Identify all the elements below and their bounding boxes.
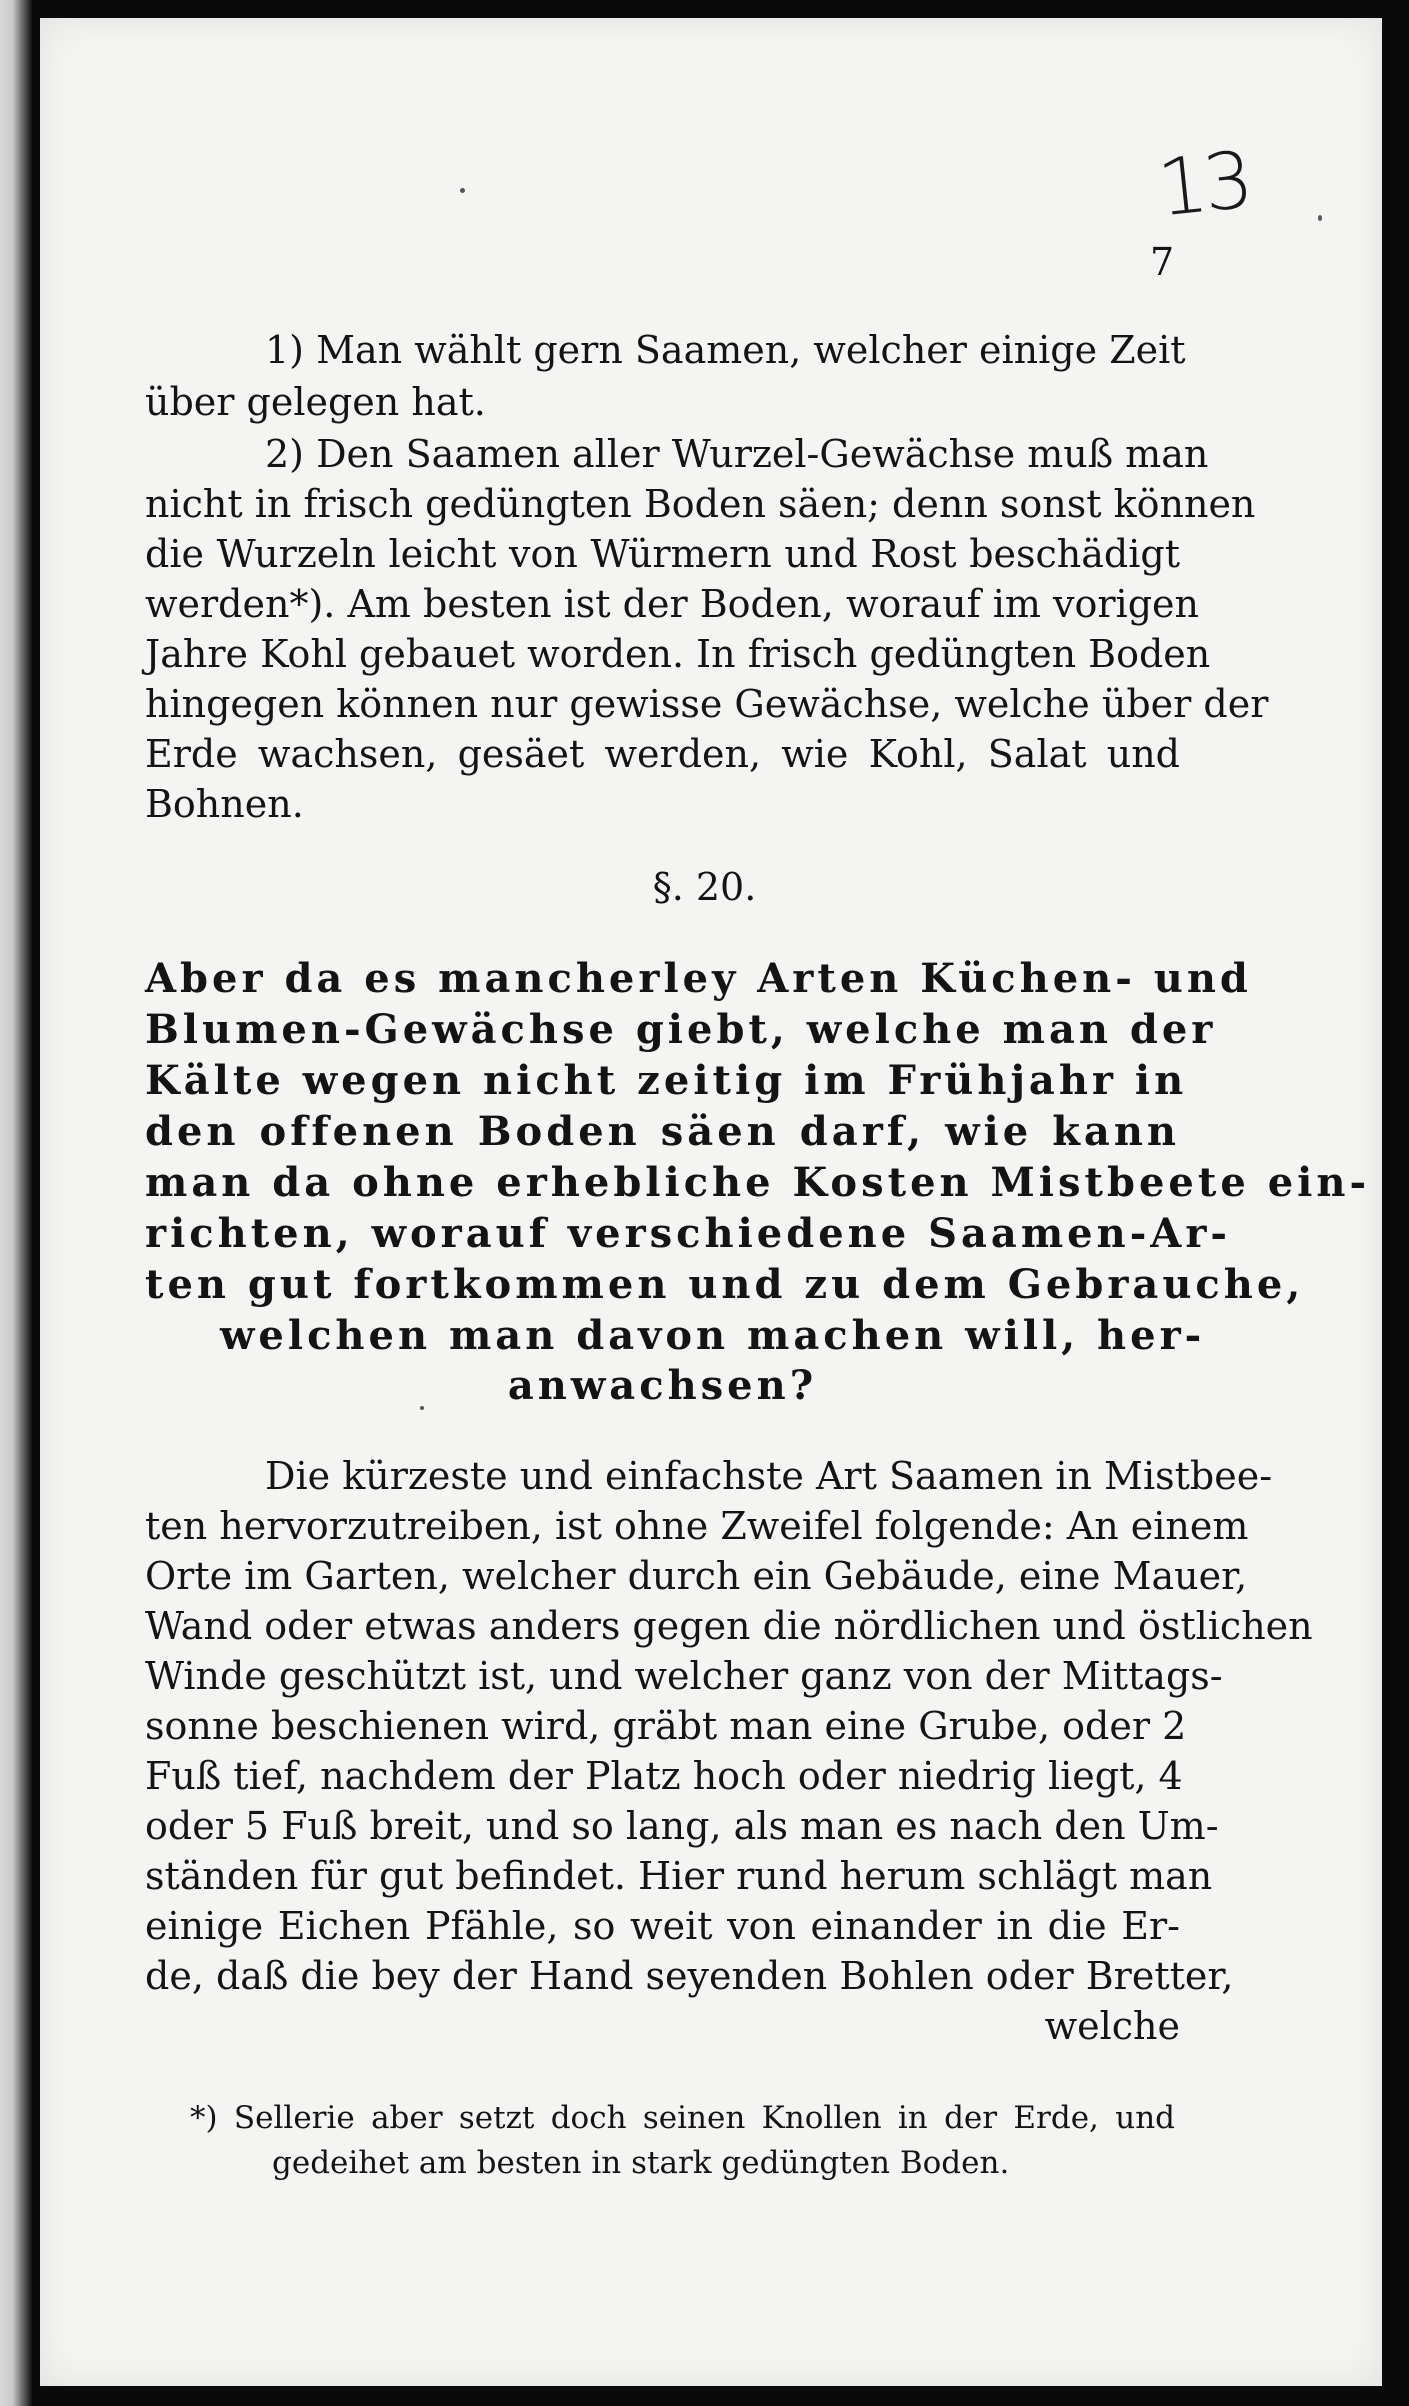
answer-catchword: welche (1044, 2004, 1180, 2048)
paragraph-2-line: 2) Den Saamen aller Wurzel-Gewächse muß man (265, 432, 1209, 476)
answer-line: oder 5 Fuß breit, und so lang, als man es nach den Um- (145, 1804, 1219, 1848)
question-line: Kälte wegen nicht zeitig im Frühjahr in (145, 1057, 1188, 1104)
paper-speck (420, 1406, 424, 1410)
question-line: den offenen Boden säen darf, wie kann (145, 1108, 1180, 1155)
paper-speck (460, 188, 465, 193)
paragraph-2-line: Erde wachsen, gesäet werden, wie Kohl, Salat und (145, 732, 1180, 776)
answer-line: sonne beschienen wird, gräbt man eine Grube, oder 2 (145, 1704, 1187, 1748)
answer-line: de, daß die bey der Hand seyenden Bohlen oder Bretter, (145, 1954, 1234, 1998)
answer-line: Winde geschützt ist, und welcher ganz von der Mittags- (145, 1654, 1223, 1698)
answer-line: Die kürzeste und einfachste Art Saamen in Mistbee- (265, 1454, 1273, 1498)
paragraph-1-line: über gelegen hat. (145, 380, 486, 424)
handwritten-page-number: 13 (1153, 135, 1254, 235)
printed-page-number: 7 (1150, 240, 1175, 284)
paragraph-2-line: Jahre Kohl gebauet worden. In frisch gedüngten Boden (145, 632, 1211, 676)
footnote-line: *) Sellerie aber setzt doch seinen Knollen in der Erde, und (190, 2100, 1175, 2136)
paragraph-2-line: werden*). Am besten ist der Boden, worauf im vorigen (145, 582, 1199, 626)
adjacent-page-edge (0, 0, 32, 2406)
question-line: richten, worauf verschiedene Saamen-Ar- (145, 1210, 1232, 1257)
question-line: anwachsen? (507, 1362, 818, 1409)
paragraph-2-line: hingegen können nur gewisse Gewächse, welche über der (145, 682, 1269, 726)
paragraph-2-line: die Wurzeln leicht von Würmern und Rost beschädigt (145, 532, 1180, 576)
paragraph-2-line: nicht in frisch gedüngten Boden säen; denn sonst können (145, 482, 1256, 526)
paragraph-2-line: Bohnen. (145, 782, 304, 826)
question-line: Blumen-Gewächse giebt, welche man der (145, 1006, 1217, 1053)
answer-line: Fuß tief, nachdem der Platz hoch oder niedrig liegt, 4 (145, 1754, 1183, 1798)
section-heading: §. 20. (652, 865, 757, 909)
answer-line: einige Eichen Pfähle, so weit von einander in die Er- (145, 1904, 1180, 1948)
question-line: welchen man davon machen will, her- (220, 1312, 1206, 1359)
footnote-line: gedeihet am besten in stark gedüngten Boden. (272, 2145, 1010, 2181)
question-line: ten gut fortkommen und zu dem Gebrauche, (145, 1261, 1305, 1308)
question-line: man da ohne erhebliche Kosten Mistbeete ein- (145, 1159, 1371, 1206)
question-line: Aber da es mancherley Arten Küchen- und (145, 955, 1252, 1002)
answer-line: Orte im Garten, welcher durch ein Gebäude, eine Mauer, (145, 1554, 1248, 1598)
answer-line: ständen für gut befindet. Hier rund herum schlägt man (145, 1854, 1213, 1898)
answer-line: ten hervorzutreiben, ist ohne Zweifel folgende: An einem (145, 1504, 1249, 1548)
paragraph-1-line: 1) Man wählt gern Saamen, welcher einige Zeit (265, 328, 1186, 372)
paper-speck (1318, 215, 1322, 221)
answer-line: Wand oder etwas anders gegen die nördlichen und östlichen (145, 1604, 1313, 1648)
